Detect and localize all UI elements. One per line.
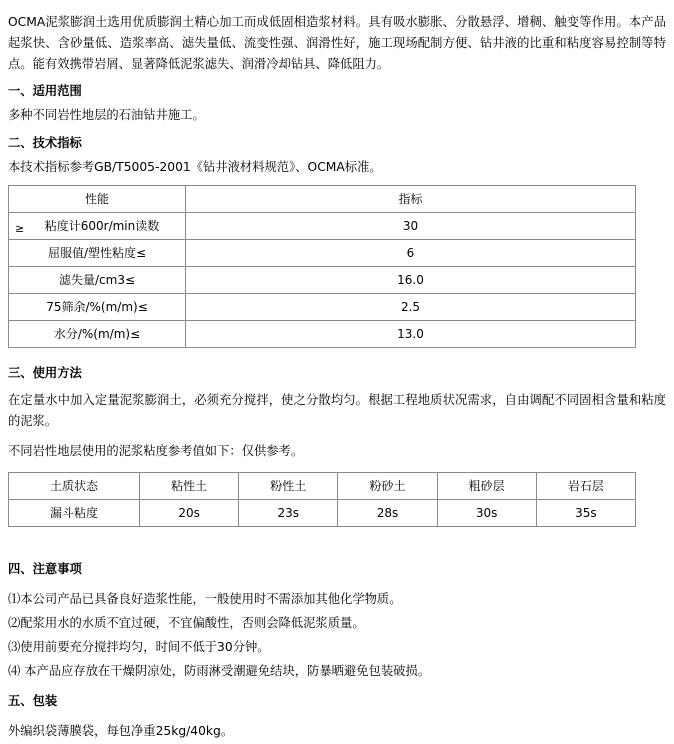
table-row	[9, 320, 636, 347]
table-row	[9, 266, 636, 293]
notes-line-1: ⑴本公司产品已具备良好造浆性能，一般使用时不需添加其他化学物质。	[8, 591, 402, 606]
spec-row-4-value: 13.0	[186, 320, 636, 347]
notes-line-4: ⑷ 本产品应存放在干燥阴凉处，防雨淋受潮避免结块，防暴晒避免包装破损。	[8, 663, 431, 678]
table-row	[9, 472, 636, 499]
section-scope-line-1: 多种不同岩性地层的石油钻井施工。	[8, 108, 205, 123]
notes-section	[8, 558, 666, 684]
spec-row-0-property	[9, 212, 186, 239]
table-row	[9, 293, 636, 320]
spec-row-2-property: 滤失量/cm3≤	[9, 266, 186, 293]
intro-paragraph: OCMA泥浆膨润土选用优质膨润土精心加工而成低固相造浆材料。具有吸水膨胀、分散悬浮、增稠、触变等作用。本产品起浆快、含砂量低、造浆率高、滤失量低、流变性强、润滑性好，施工现场配制方便、钻井液的比重和粘度容易控制等特点。能有效携带岩屑、显著降低泥浆滤失、润滑冷却钻具、降低阻力。	[8, 15, 666, 72]
visc-row-label-funnel-viscosity: 漏斗粘度	[9, 499, 140, 526]
packaging-section	[8, 690, 666, 744]
spec-row-2-value: 16.0	[186, 266, 636, 293]
section-usage-line-2: 不同岩性地层使用的泥浆粘度参考值如下：仅供参考。	[8, 443, 304, 458]
section-heading-scope: 一、适用范围	[8, 84, 82, 99]
section-heading-notes: 四、注意事项	[8, 561, 82, 576]
spacer	[8, 543, 666, 552]
column-header-index: 指标	[186, 185, 636, 212]
section-heading-technical-index: 二、技术指标	[8, 136, 82, 151]
notes-line-2: ⑵配浆用水的水质不宜过硬，不宜偏酸性，否则会降低泥浆质量。	[8, 615, 365, 630]
spec-row-1-property: 屈服值/塑性粘度≤	[9, 239, 186, 266]
column-header-property: 性能	[9, 185, 186, 212]
visc-value-clay: 20s	[140, 499, 239, 526]
spec-row-3-property: 75筛余/%(m/m)≤	[9, 293, 186, 320]
visc-value-silt: 23s	[239, 499, 338, 526]
spacer	[8, 348, 666, 357]
packaging-line-1: 外编织袋薄膜袋，每包净重25kg/40kg。	[8, 723, 234, 738]
visc-header-silty-sand: 粉砂土	[338, 472, 437, 499]
section-heading-packaging: 五、包装	[8, 693, 58, 708]
table-row	[9, 499, 636, 526]
spec-row-0-property-text: 粘度计600r/min读数	[44, 218, 160, 233]
spec-row-0-value: 30	[186, 212, 636, 239]
visc-header-rock: 岩石层	[536, 472, 635, 499]
spacer	[8, 527, 666, 543]
visc-value-coarse-sand: 30s	[437, 499, 536, 526]
visc-header-silt: 粉性土	[239, 472, 338, 499]
spacer	[8, 462, 666, 466]
visc-header-clay: 粘性土	[140, 472, 239, 499]
section-technical-index-line-1: 本技术指标参考GB/T5005-2001《钻井液材料规范》、OCMA标准。	[8, 159, 382, 174]
table-row	[9, 212, 636, 239]
notes-line-3: ⑶使用前要充分搅拌均匀，时间不低于30分钟。	[8, 639, 270, 654]
table-header-row	[9, 185, 636, 212]
spacer	[8, 432, 666, 441]
spec-row-4-property: 水分/%(m/m)≤	[9, 320, 186, 347]
greater-equal-symbol: ≥	[15, 222, 25, 236]
visc-header-soil-state: 土质状态	[9, 472, 140, 499]
table-row	[9, 239, 636, 266]
section-usage-line-1: 在定量水中加入定量泥浆膨润土，必须充分搅拌，使之分散均匀。根据工程地质状况需求，自由调配不同固相含量和粘度的泥浆。	[8, 392, 666, 428]
spec-row-3-value: 2.5	[186, 293, 636, 320]
section-heading-usage: 三、使用方法	[8, 365, 82, 380]
visc-value-silty-sand: 28s	[338, 499, 437, 526]
visc-header-coarse-sand: 粗砂层	[437, 472, 536, 499]
viscosity-reference-table	[8, 472, 636, 527]
spec-row-1-value: 6	[186, 239, 636, 266]
visc-value-rock: 35s	[536, 499, 635, 526]
specification-table	[8, 185, 636, 348]
